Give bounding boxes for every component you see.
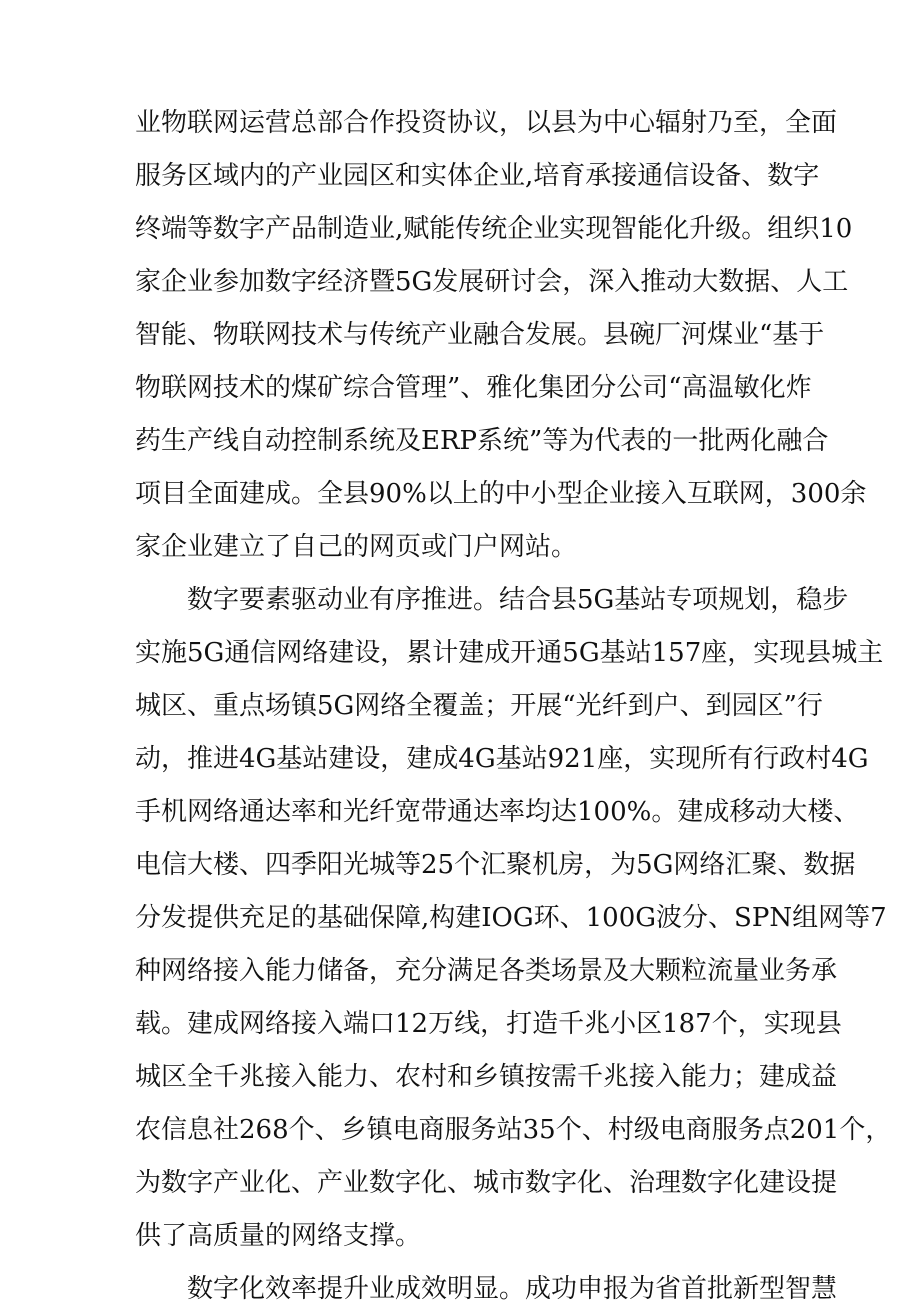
text-line: 业物联网运营总部合作投资协议，以县为中心辐射乃至，全面	[135, 108, 838, 138]
text-line: 供了高质量的网络支撑。	[135, 1221, 422, 1251]
text-line: 城区全千兆接入能力、农村和乡镇按需千兆接入能力；建成益	[135, 1062, 838, 1092]
text-line: 电信大楼、四季阳光城等25个汇聚机房，为5G网络汇聚、数据	[135, 850, 856, 880]
paragraph-start: 数字要素驱动业有序推进。结合县5G基站专项规划，稳步	[187, 585, 849, 615]
text-line: 项目全面建成。全县90%以上的中小型企业接入互联网，300余	[135, 479, 867, 509]
text-line: 分发提供充足的基础保障,构建IOG环、100G波分、SPN组网等7	[135, 903, 887, 933]
text-line: 农信息社268个、乡镇电商服务站35个、村级电商服务点201个，	[135, 1115, 892, 1145]
text-line: 物联网技术的煤矿综合管理”、雅化集团分公司“高温敏化炸	[135, 373, 812, 403]
text-line: 种网络接入能力储备，充分满足各类场景及大颗粒流量业务承	[135, 956, 838, 986]
text-line: 智能、物联网技术与传统产业融合发展。县碗厂河煤业“基于	[135, 320, 825, 350]
text-line: 家企业建立了自己的网页或门户网站。	[135, 532, 578, 562]
body-text	[135, 97, 892, 1316]
text-line: 动，推进4G基站建设，建成4G基站921座，实现所有行政村4G	[135, 744, 869, 774]
text-line: 家企业参加数字经济暨5G发展研讨会，深入推动大数据、人工	[135, 267, 849, 297]
text-line: 手机网络通达率和光纤宽带通达率均达100%。建成移动大楼、	[135, 797, 860, 827]
text-line: 城区、重点场镇5G网络全覆盖；开展“光纤到户、到园区”行	[135, 691, 823, 721]
text-line: 药生产线自动控制系统及ERP系统”等为代表的一批两化融合	[135, 426, 829, 456]
text-line: 服务区域内的产业园区和实体企业,培育承接通信设备、数字	[135, 161, 820, 191]
text-line: 实施5G通信网络建设，累计建成开通5G基站157座，实现县城主	[135, 638, 884, 668]
text-line: 载。建成网络接入端口12万线，打造千兆小区187个，实现县	[135, 1009, 842, 1039]
paragraph-start: 数字化效率提升业成效明显。成功申报为省首批新型智慧	[187, 1274, 838, 1304]
text-line: 为数字产业化、产业数字化、城市数字化、治理数字化建设提	[135, 1168, 838, 1198]
text-line: 终端等数字产品制造业,赋能传统企业实现智能化升级。组织10	[135, 214, 853, 244]
